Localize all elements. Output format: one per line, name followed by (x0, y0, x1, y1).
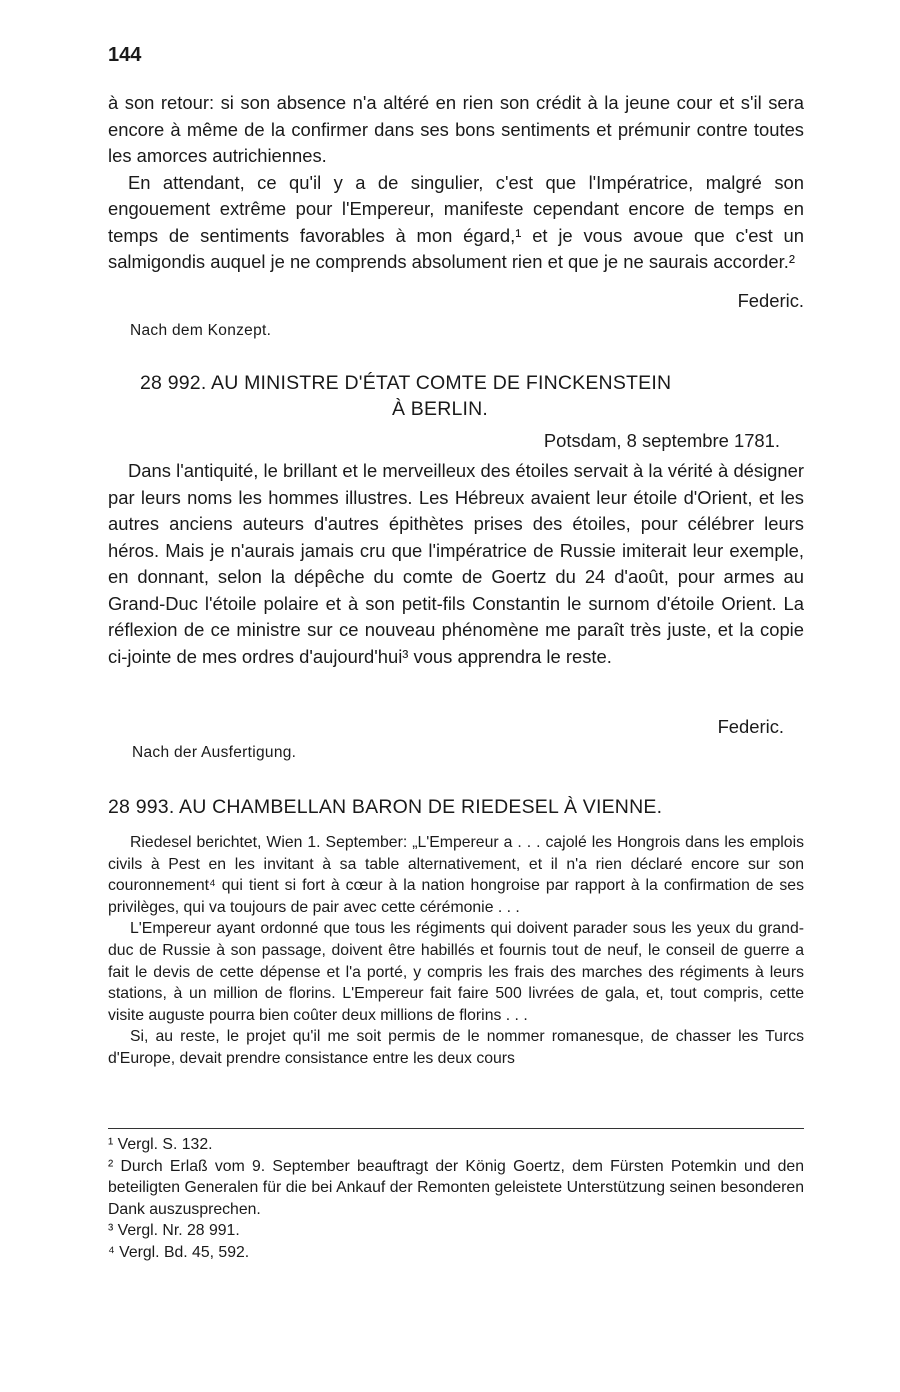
place-date: Potsdam, 8 septembre 1781. (543, 430, 780, 451)
previous-letter-continuation (108, 90, 804, 276)
letter-heading: 28 993. AU CHAMBELLAN BARON DE RIEDESEL À VIENNE. (108, 796, 663, 818)
page-number: 144 (108, 44, 142, 66)
report-extract (108, 832, 804, 1070)
footnote: ³ Vergl. Nr. 28 991. (108, 1222, 240, 1240)
footnote: ² Durch Erlaß vom 9. September beauftragt der König Goertz, dem Fürsten Potemkin und den beteiligten Generalen für die bei Ankauf der Remonten geleistete Unterstützung seinen besonderen Dank auszusprechen. (108, 1157, 804, 1218)
paragraph: Si, au reste, le projet qu'il me soit permis de le nommer romanesque, de chasser les Turcs d'Europe, devait prendre consistance entre les deux cours (108, 1028, 804, 1067)
footnote: ⁴ Vergl. Bd. 45, 592. (108, 1243, 250, 1261)
footnotes (108, 1134, 804, 1264)
signature: Federic. (717, 716, 784, 737)
paragraph: Dans l'antiquité, le brillant et le merveilleux des étoiles servait à la vérité à désigner par leurs noms les hommes illustres. Les Hébreux avaient leur étoile d'Orient, et les autres anciens auteurs d'autres épithètes prises des étoiles, pour célébrer leurs héros. Mais je n'aurais jamais cru que l'impératrice de Russie imiterait leur exemple, en donnant, selon la dépêche du comte de Goertz du 24 d'août, pour armes au Grand-Duc l'étoile polaire et à son petit-fils Constantin le surnom d'étoile Orient. La réflexion de ce ministre sur ce nouveau phénomène me paraît très juste, et la copie ci-jointe de mes ordres d'aujourd'hui³ vous apprendra le reste. (108, 460, 804, 667)
paragraph: à son retour: si son absence n'a altéré en rien son crédit à la jeune cour et s'il sera encore à même de la confirmer dans ses bons sentiments et prémunir contre toutes les amorces autrichiennes. (108, 92, 804, 166)
letter-body (108, 458, 804, 670)
paragraph: Riedesel berichtet, Wien 1. September: „L'Empereur a . . . cajolé les Hongrois dans les emplois civils à Pest en les invitant à sa table alternativement, et il n'a rien déclaré encore sur son couronnement⁴ qui tient si fort à cœur à la nation hongroise par rapport à la confirmation de ses privilèges, qui va toujours de pair avec cette cérémonie . . . (108, 834, 804, 916)
letter-heading-line2: À BERLIN. (391, 398, 489, 420)
source-note: Nach der Ausfertigung. (132, 744, 297, 761)
letter-heading: 28 992. AU MINISTRE D'ÉTAT COMTE DE FINCKENSTEIN (140, 372, 672, 394)
paragraph: L'Empereur ayant ordonné que tous les régiments qui doivent parader sous les yeux du grand-duc de Russie à son passage, doivent être habillés et fournis tout de neuf, le conseil de guerre a fait le devis de cette dépense et l'a porté, y compris les frais des marches des régiments à leurs stations, à un million de florins. L'Empereur fait faire 500 livrées de gala, et, tout compris, cette visite auguste pourra bien coûter deux millions de florins . . . (108, 920, 804, 1024)
signature: Federic. (737, 290, 804, 311)
paragraph: En attendant, ce qu'il y a de singulier, c'est que l'Impératrice, malgré son engouement extrême pour l'Empereur, manifeste cependant encore de temps en temps de sentiments favorables à mon égard,¹ et je vous avoue que c'est un salmigondis auquel je ne comprends absolument rien et que je ne saurais accorder.² (108, 171, 804, 272)
source-note: Nach dem Konzept. (130, 322, 272, 339)
footnote: ¹ Vergl. S. 132. (108, 1136, 213, 1153)
footnote-divider (108, 1128, 804, 1129)
